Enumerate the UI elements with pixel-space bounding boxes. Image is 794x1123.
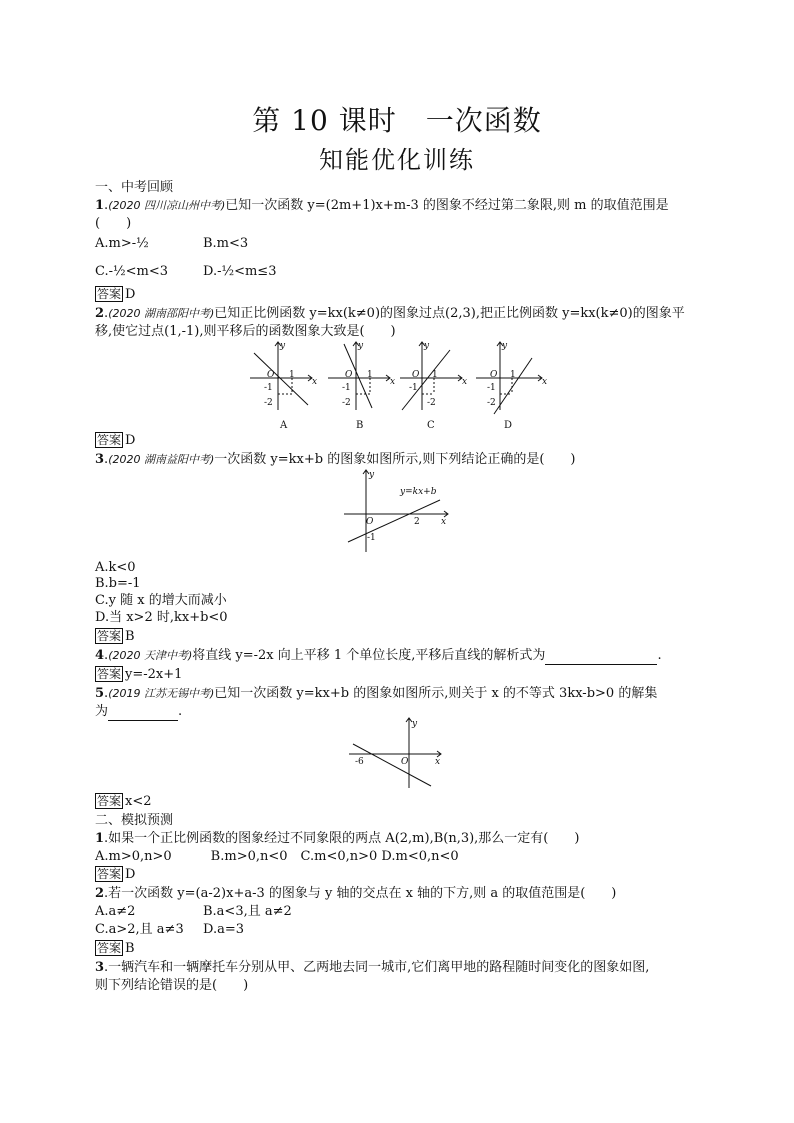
- answer-row: [95, 940, 135, 958]
- graph-d: [476, 342, 542, 414]
- question-number: 1: [95, 198, 105, 213]
- origin-label: O: [345, 370, 353, 380]
- option-b: B.a<3,且 a≠2: [203, 904, 292, 919]
- answer-badge: 答案: [97, 941, 122, 955]
- origin-label: O: [366, 517, 374, 527]
- question-text: .若一次函数 y=(a-2)x+a-3 的图象与 y 轴的交点在 x 轴的下方,则 a 的取值范围是( ): [104, 886, 617, 901]
- graph-label-b: B: [356, 420, 364, 431]
- question-text: .一辆汽车和一辆摩托车分别从甲、乙两地去同一城市,它们离甲地的路程随时间变化的图象如图,: [104, 960, 650, 975]
- section-heading: 一、中考回顾: [95, 180, 174, 195]
- option-d: D.-½<m≤3: [203, 264, 277, 279]
- answer-value: B: [125, 629, 135, 644]
- origin-label: O: [267, 370, 275, 380]
- axis-label: y: [280, 341, 286, 351]
- tick-label: -1: [487, 383, 496, 393]
- question-text-line2: 为 .: [95, 704, 183, 719]
- answer-row: [95, 793, 152, 811]
- line-equation: y=kx+b: [400, 487, 437, 497]
- question-number: 5: [95, 686, 105, 701]
- answer-value: y=-2x+1: [125, 667, 183, 682]
- tick-label: -2: [342, 398, 351, 408]
- q5-graph: [345, 716, 445, 792]
- option-d: D.当 x>2 时,kx+b<0: [95, 610, 228, 625]
- question-text: .如果一个正比例函数的图象经过不同象限的两点 A(2,m),B(n,3),那么一定有( ): [104, 831, 580, 846]
- page-title: 第 10 课时 一次函数: [252, 104, 542, 137]
- question-text: 已知一次函数 y=kx+b 的图象如图所示,则关于 x 的不等式 3kx-b>0 的解集: [214, 686, 658, 701]
- q3-graph: [340, 466, 452, 556]
- answer-value: x<2: [125, 794, 152, 809]
- tick-label: 2: [414, 517, 420, 527]
- option-a: A.a≠2: [95, 904, 136, 919]
- axis-label: x: [390, 377, 396, 387]
- question-source: (2020 湖南益阳中考): [108, 453, 215, 466]
- tick-label: -1: [409, 383, 418, 393]
- axis-label: x: [462, 377, 468, 387]
- question-source: (2020 湖南邵阳中考): [108, 307, 215, 320]
- axis-label: y: [424, 341, 430, 351]
- option-a: A.k<0: [95, 560, 136, 575]
- option-a: A.m>-½: [95, 236, 149, 251]
- question-number: 4: [95, 648, 105, 663]
- axis-label: y: [358, 341, 364, 351]
- question-number: 2: [95, 306, 105, 321]
- question-4: 4.(2020 天津中考)将直线 y=-2x 向上平移 1 个单位长度,平移后直线的解析式为 .: [95, 648, 662, 663]
- question-p1: [95, 830, 579, 848]
- question-number: 3: [95, 452, 105, 467]
- options-row: A.m>0,n>0 B.m>0,n<0 C.m<0,n>0 D.m<0,n<0: [95, 849, 459, 864]
- option-b: B.b=-1: [95, 576, 141, 591]
- question-1: 1.(2020 四川凉山州中考)已知一次函数 y=(2m+1)x+m-3 的图象不经过第二象限,则 m 的取值范围是: [95, 198, 669, 213]
- answer-value: D: [125, 867, 136, 882]
- question-text: 将直线 y=-2x 向上平移 1 个单位长度,平移后直线的解析式为: [192, 648, 546, 663]
- answer-blank: [108, 706, 178, 721]
- question-3: 3.(2020 湖南益阳中考)一次函数 y=kx+b 的图象如图所示,则下列结论正确的是( ): [95, 452, 576, 467]
- graph-a: [250, 342, 312, 410]
- page-subtitle: 知能优化训练: [319, 146, 475, 174]
- question-source: (2020 四川凉山州中考): [108, 199, 226, 212]
- tick-label: -1: [342, 383, 351, 393]
- answer-value: B: [125, 941, 135, 956]
- question-text: 一次函数 y=kx+b 的图象如图所示,则下列结论正确的是( ): [214, 452, 576, 467]
- axis-label: y: [369, 470, 375, 480]
- axis-label: x: [542, 377, 548, 387]
- answer-badge: 答案: [97, 794, 122, 808]
- section-heading: 二、模拟预测: [95, 813, 174, 828]
- tick-label: -6: [355, 757, 364, 767]
- answer-row: [95, 866, 135, 884]
- graph-label-a: A: [280, 420, 288, 431]
- question-text: 已知一次函数 y=(2m+1)x+m-3 的图象不经过第二象限,则 m 的取值范围是: [225, 198, 669, 213]
- answer-row: [95, 628, 135, 646]
- answer-badge: 答案: [97, 867, 122, 881]
- origin-label: O: [412, 370, 420, 380]
- tick-label: 1: [432, 370, 438, 380]
- question-p2: [95, 885, 616, 903]
- graph-label-c: C: [427, 420, 435, 431]
- answer-badge: 答案: [97, 629, 122, 643]
- question-text-line2: 移,使它过点(1,-1),则平移后的函数图象大致是( ): [95, 324, 396, 339]
- q2-graphs: [240, 338, 550, 433]
- question-text: 已知正比例函数 y=kx(k≠0)的图象过点(2,3),把正比例函数 y=kx(k≠0)的图象平: [214, 306, 685, 321]
- question-p3: [95, 959, 649, 977]
- question-paren: ( ): [95, 216, 132, 231]
- axis-label: x: [312, 377, 318, 387]
- graph-label-d: D: [504, 420, 513, 431]
- option-b: B.m<3: [203, 236, 249, 251]
- answer-badge: 答案: [97, 287, 122, 301]
- tick-label: -2: [487, 398, 496, 408]
- answer-value: D: [125, 433, 136, 448]
- tick-label: -2: [264, 398, 273, 408]
- answer-badge: 答案: [97, 433, 122, 447]
- question-number: 3: [95, 960, 105, 975]
- question-source: (2019 江苏无锡中考): [108, 687, 215, 700]
- answer-value: D: [125, 287, 136, 302]
- origin-label: O: [490, 370, 498, 380]
- answer-badge: 答案: [97, 667, 122, 681]
- answer-row: [95, 432, 135, 450]
- question-number: 1: [95, 831, 105, 846]
- tick-label: -2: [427, 398, 436, 408]
- tick-label: 1: [289, 370, 295, 380]
- answer-blank: [545, 650, 657, 665]
- tick-label: -1: [264, 383, 273, 393]
- axis-label: y: [412, 719, 418, 729]
- graph-b: [328, 342, 390, 410]
- tick-label: 1: [510, 370, 516, 380]
- question-5: 5.(2019 江苏无锡中考)已知一次函数 y=kx+b 的图象如图所示,则关于 x 的不等式 3kx-b>0 的解集: [95, 686, 658, 701]
- tick-label: -1: [367, 533, 376, 543]
- tick-label: 1: [367, 370, 373, 380]
- axis-label: x: [435, 757, 441, 767]
- option-c: C.y 随 x 的增大而减小: [95, 593, 227, 608]
- answer-row: [95, 286, 135, 304]
- question-2: 2.(2020 湖南邵阳中考)已知正比例函数 y=kx(k≠0)的图象过点(2,3),把正比例函数 y=kx(k≠0)的图象平: [95, 306, 685, 321]
- axis-label: x: [441, 517, 447, 527]
- option-c: C.-½<m<3: [95, 264, 168, 279]
- question-source: (2020 天津中考): [108, 649, 193, 662]
- question-text-line2: 则下列结论错误的是( ): [95, 978, 249, 993]
- answer-row: [95, 666, 182, 684]
- axis-label: y: [502, 341, 508, 351]
- question-number: 2: [95, 886, 105, 901]
- option-c: C.a>2,且 a≠3: [95, 922, 184, 937]
- option-d: D.a=3: [203, 922, 245, 937]
- origin-label: O: [401, 757, 409, 767]
